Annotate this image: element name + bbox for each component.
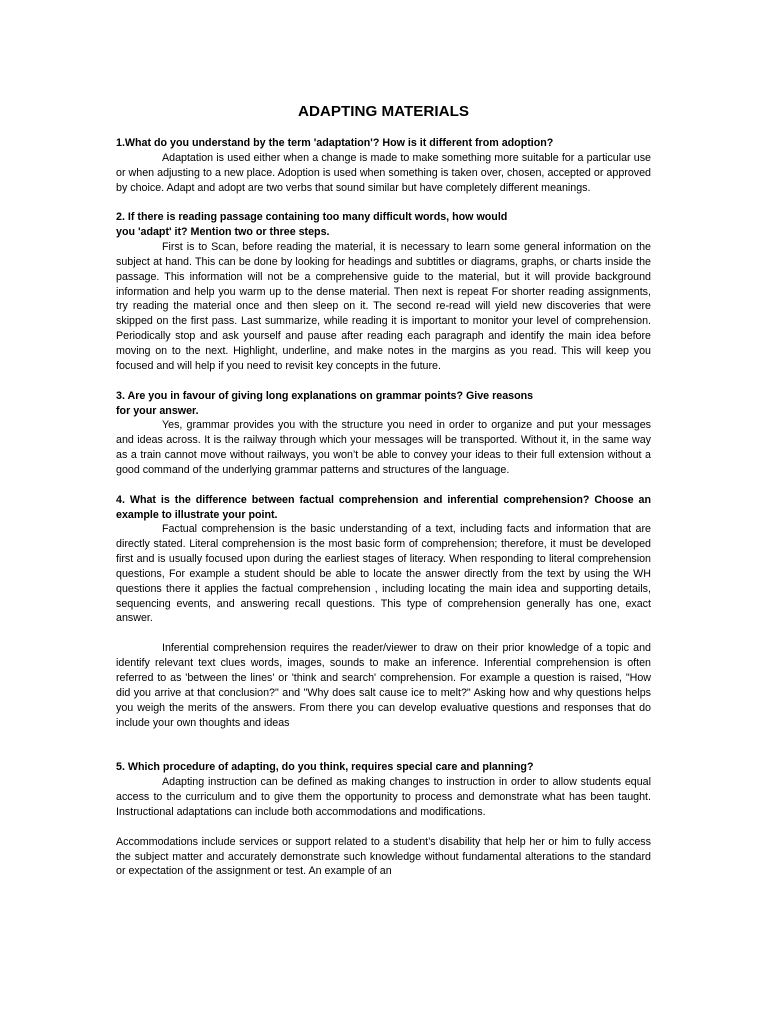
question-2-line-1: 2. If there is reading passage containing too many difficult words, how would [116, 211, 508, 224]
question-2 [116, 210, 651, 240]
question-3-line-2: for your answer. [116, 404, 199, 417]
question-4: 4. What is the difference between factual comprehension and inferential comprehension? Choose an example to illustrate your point. [116, 493, 651, 521]
document-page [116, 102, 651, 879]
document-title: ADAPTING MATERIALS [298, 103, 469, 120]
answer-1: Adaptation is used either when a change is made to make something more suitable for a particular use or when adjusting to a new place. Adoption is used when something is taken over, chosen, accepted or approved by choice. Adapt and adopt are two verbs that sound similar but have completely different meanings. [116, 151, 651, 194]
question-3 [116, 389, 651, 419]
answer-4-factual: Factual comprehension is the basic understanding of a text, including facts and information that are directly stated. Literal comprehension is the most basic form of comprehension; therefore, it must be developed first and is usually focused upon during the earliest stages of literacy. When responding to literal comprehension questions, For example a student should be able to locate the answer directly from the text by using the WH questions there it applies the factual comprehension , including locating the main idea and supporting details, sequencing events, and answering recall questions. This type of comprehension generally has one, exact answer. [116, 523, 651, 625]
question-2-line-2: you 'adapt' it? Mention two or three steps. [116, 226, 330, 239]
question-1: 1.What do you understand by the term 'adaptation'? How is it different from adoption? [116, 137, 554, 149]
answer-5-accommodations: Accommodations include services or support related to a student’s disability that help her or him to fully access the subject matter and accurately demonstrate such knowledge without fundamental alterations to the standard or expectation of the assignment or test. An example of an [116, 835, 651, 878]
question-3-line-1: 3. Are you in favour of giving long explanations on grammar points? Give reasons [116, 389, 534, 402]
answer-2: First is to Scan, before reading the material, it is necessary to learn some general information on the subject at hand. This can be done by looking for headings and subtitles or diagrams, graphs, or charts inside the passage. This information will not be a comprehensive guide to the material, but it will provide background information and help you warm up to the dense material. Then next is repeat For shorter reading assignments, try reading the material once and then sleep on it. The second re-read will yield new discoveries that were skipped on the first pass. Last summarize, while reading it is important to monitor your level of comprehension. Periodically stop and ask yourself and pause after reading each paragraph and identify the main idea before moving on to the next. Highlight, underline, and make notes in the margins as you read. This will keep you focused and will help if you need to revisit key concepts in the future. [116, 241, 651, 372]
answer-3: Yes, grammar provides you with the structure you need in order to organize and put your messages and ideas across. It is the railway through which your messages will be transported. Without it, in the same way as a train cannot move without railways, you won’t be able to convey your ideas to their full extension without a good command of the underlying grammar patterns and structures of the language. [116, 419, 651, 476]
answer-5-adapting: Adapting instruction can be defined as making changes to instruction in order to allow students equal access to the curriculum and to give them the opportunity to process and demonstrate what has been taught. Instructional adaptations can include both accommodations and modifications. [116, 776, 651, 818]
question-5: 5. Which procedure of adapting, do you think, requires special care and planning? [116, 761, 534, 774]
answer-4-inferential: Inferential comprehension requires the reader/viewer to draw on their prior knowledge of a topic and identify relevant text clues words, images, sounds to make an inference. Inferential comprehension is often referred to as 'between the lines' or 'think and search' comprehension. For example a question is raised, "How did you arrive at that conclusion?" and "Why does salt cause ice to melt?" Asking how and why questions helps you weigh the merits of the answers. From there you can develop evaluative questions and responses that do include your own thoughts and ideas [116, 642, 651, 729]
